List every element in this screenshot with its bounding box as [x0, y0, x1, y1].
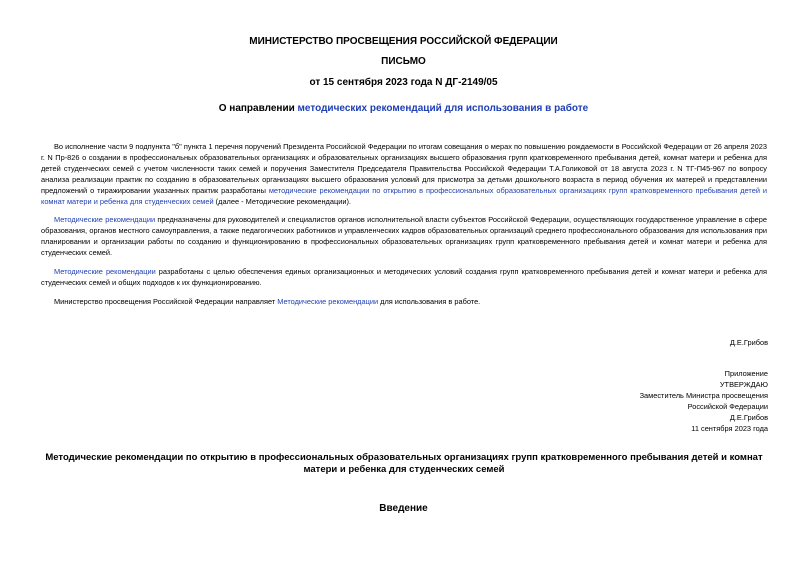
appendix-approved: УТВЕРЖДАЮ	[719, 380, 768, 389]
document-date-number: от 15 сентября 2023 года N ДГ-2149/05	[309, 77, 498, 88]
appendix-position-line-2: Российской Федерации	[687, 402, 768, 411]
ministry-title: МИНИСТЕРСТВО ПРОСВЕЩЕНИЯ РОССИЙСКОЙ ФЕДЕРАЦИИ	[249, 36, 558, 47]
paragraph-3	[41, 266, 767, 288]
paragraph-4-link[interactable]: Методические рекомендации	[277, 297, 379, 306]
document-subject	[0, 103, 807, 115]
paragraph-2-link[interactable]: Методические рекомендации	[54, 215, 156, 224]
paragraph-1-tail: (далее - Методические рекомендации).	[213, 197, 351, 206]
subject-link[interactable]: методических рекомендаций для использования в работе	[297, 103, 589, 114]
signature-name: Д.Е.Грибов	[729, 338, 768, 347]
recommendations-title: Методические рекомендации по открытию в профессиональных образовательных организациях групп кратковременного пребывания детей и комнат матери и ребенка для студенческих семей	[45, 452, 763, 475]
paragraph-2	[41, 214, 767, 258]
document-type: ПИСЬМО	[381, 56, 426, 67]
paragraph-1-text: Во исполнение части 9 подпункта "б" пункта 1 перечня поручений Президента Российской Федерации по итогам совещания о мерах по повышению рождаемости в Российской Федерации от 26 апреля 2023 г. N Пр-826 о создании в профессиональных образовательных организациях и образовательных организациях высшего образования групп кратковременного пребывания детей, комнат матери и ребенка для детей студенческих семей с учетом численности таких семей и поручения Заместителя Председателя Правительства Российской Федерации Т.А.Голиковой от 18 августа 2023 г. N ТГ-П45-967 по вопросу анализа реализации практик по созданию в образовательных организациях высшего образования условий для присмотра за детьми дошкольного возраста в период обучения их матерей и представлении предложений о тиражировании указанных практик разработаны	[41, 142, 767, 195]
paragraph-3-text: разработаны с целью обеспечения единых организационных и методических условий создания групп кратковременного пребывания детей и комнат матери и ребенка для студенческих семей и общих подходов к их функционированию.	[41, 267, 767, 287]
paragraph-1-link[interactable]: методические рекомендации по открытию в профессиональных образовательных организациях групп кратковременного пребывания детей и комнат матери и ребенка для студенческих семей	[41, 186, 767, 206]
appendix-position-line-1: Заместитель Министра просвещения	[639, 391, 768, 400]
appendix-approval-block	[468, 368, 768, 434]
paragraph-4-tail: для использования в работе.	[378, 297, 481, 306]
paragraph-2-text: предназначены для руководителей и специалистов органов исполнительной власти субъектов Российской Федерации, осуществляющих государственное управление в сфере образования, органов местного самоуправления, а также педагогических работников и управленческих кадров образовательных организаций среднего профессионального образования для использования при планировании и организации работы по созданию и функционированию в профессиональных образовательных организациях групп кратковременного пребывания детей и комнат матери и ребенка для студенческих семей.	[41, 215, 767, 257]
appendix-label: Приложение	[724, 369, 768, 378]
paragraph-4	[41, 296, 767, 307]
paragraph-3-link[interactable]: Методические рекомендации	[54, 267, 156, 276]
appendix-date: 11 сентября 2023 года	[691, 424, 768, 433]
appendix-name: Д.Е.Грибов	[729, 413, 768, 422]
signature	[468, 337, 768, 348]
subject-prefix: О направлении	[218, 103, 298, 114]
paragraph-4-text: Министерство просвещения Российской Федерации направляет	[54, 297, 278, 306]
section-title: Введение	[379, 503, 428, 514]
paragraph-1	[41, 141, 767, 207]
